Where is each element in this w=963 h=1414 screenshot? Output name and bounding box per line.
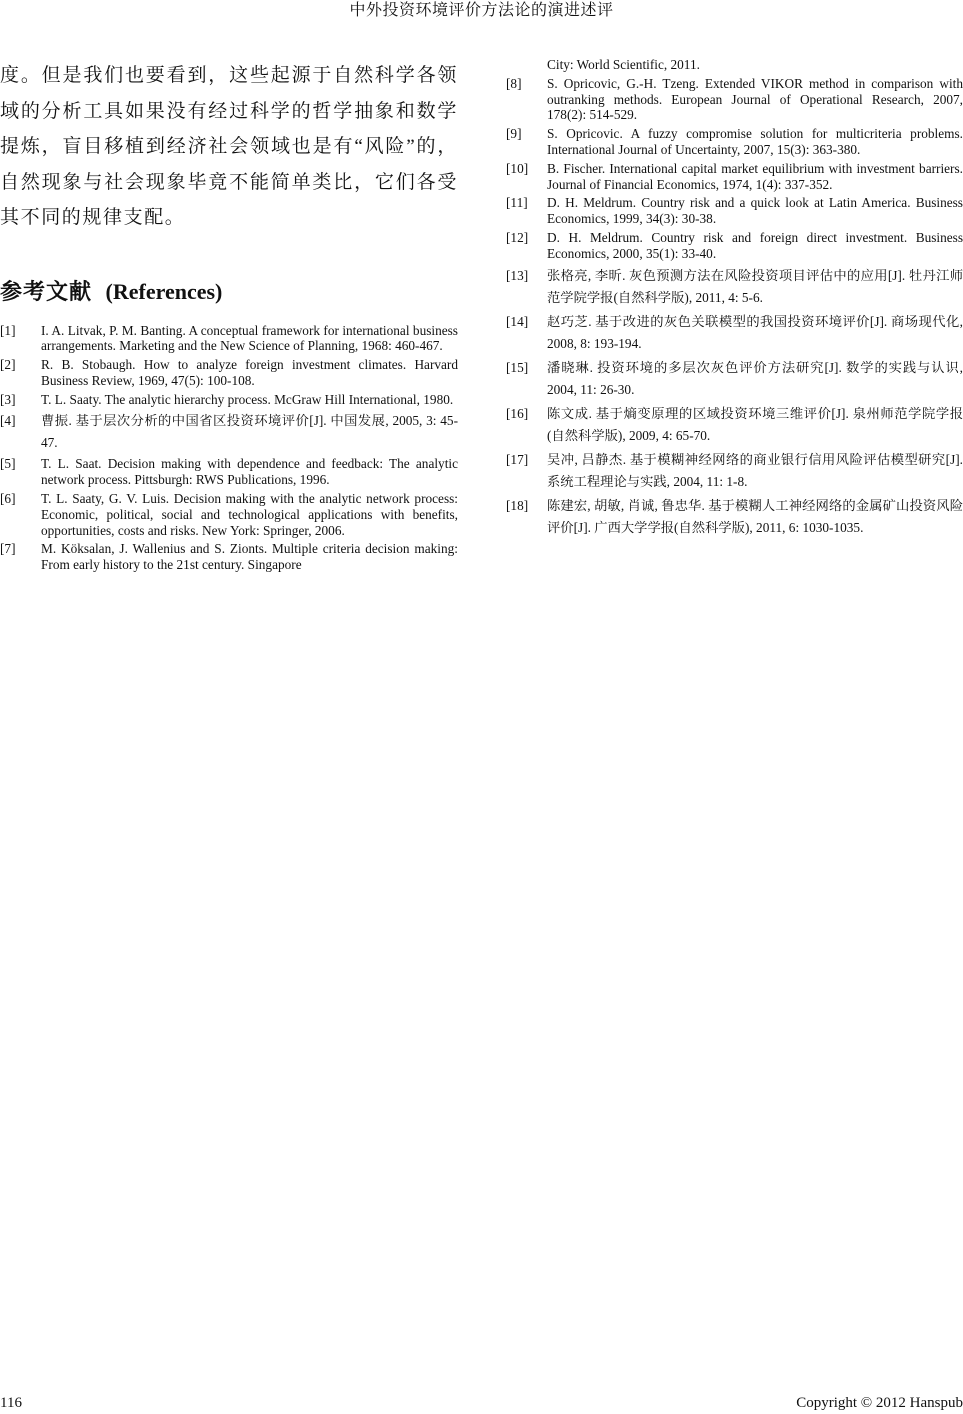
reference-item — [0, 456, 458, 488]
reference-text: T. L. Saaty, G. V. Luis. Decision making with the analytic network process: Economic, political, social and technological applications with benefits, opportunities, costs and risks. New York: Springer, 2006. — [41, 491, 458, 538]
reference-text: D. H. Meldrum. Country risk and a quick look at Latin America. Business Economics, 1999, 34(3): 30-38. — [547, 195, 963, 227]
reference-list-left — [0, 323, 458, 574]
reference-text: D. H. Meldrum. Country risk and foreign direct investment. Business Economics, 2000, 35(1): 33-40. — [547, 229, 963, 261]
left-column — [0, 58, 458, 576]
reference-list-right — [506, 57, 963, 539]
reference-text: 潘晓琳. 投资环境的多层次灰色评价方法研究[J]. 数学的实践与认识, 2004, 11: 26-30. — [547, 359, 963, 397]
reference-text: City: World Scientific, 2011. — [547, 57, 700, 72]
reference-item — [0, 491, 458, 538]
reference-text: S. Opricovic, G.-H. Tzeng. Extended VIKOR method in comparison with outranking methods. European Journal of Operational Research, 2007, 178(2): 514-529. — [547, 75, 963, 123]
reference-number: [8] — [506, 75, 522, 91]
references-heading — [0, 277, 458, 307]
reference-number: [11] — [506, 195, 528, 211]
right-column — [506, 57, 963, 541]
references-heading-zh: 参考文献 — [0, 278, 93, 304]
reference-number: [7] — [0, 541, 16, 557]
reference-number: [17] — [506, 451, 529, 467]
reference-text: S. Opricovic. A fuzzy compromise solution for multicriteria problems. International Journal of Uncertainty, 2007, 15(3): 363-380. — [547, 126, 963, 157]
reference-item — [0, 357, 458, 389]
reference-text: 陈文成. 基于熵变原理的区域投资环境三维评价[J]. 泉州师范学院学报(自然科学版), 2009, 4: 65-70. — [547, 405, 963, 443]
reference-item — [506, 495, 963, 539]
reference-item — [0, 410, 458, 454]
reference-number: [9] — [506, 126, 522, 142]
reference-text: 吴冲, 吕静杰. 基于模糊神经网络的商业银行信用风险评估模型研究[J]. 系统工程理论与实践, 2004, 11: 1-8. — [547, 451, 963, 489]
reference-number: [5] — [0, 456, 16, 472]
reference-number: [6] — [0, 491, 16, 507]
reference-item — [506, 403, 963, 447]
reference-text: T. L. Saaty. The analytic hierarchy process. McGraw Hill International, 1980. — [41, 391, 454, 407]
reference-text: I. A. Litvak, P. M. Banting. A conceptual framework for international business arrangements. Marketing and the New Science of Planning, 1968: 460-467. — [41, 322, 458, 354]
reference-text: M. Köksalan, J. Wallenius and S. Zionts. Multiple criteria decision making: From early history to the 21st century. Singapore — [41, 541, 458, 573]
reference-number: [3] — [0, 391, 16, 407]
reference-text: 陈建宏, 胡敏, 肖诚, 鲁忠华. 基于模糊人工神经网络的金属矿山投资风险评价[J]. 广西大学学报(自然科学版), 2011, 6: 1030-1035. — [547, 497, 963, 535]
reference-item — [506, 265, 963, 309]
reference-number: [14] — [506, 313, 529, 329]
running-header: 中外投资环境评价方法论的演进述评 — [349, 2, 614, 19]
reference-item — [506, 230, 963, 262]
reference-item — [506, 195, 963, 227]
reference-number: [10] — [506, 160, 529, 176]
reference-text: R. B. Stobaugh. How to analyze foreign investment climates. Harvard Business Review, 1969, 47(5): 100-108. — [41, 357, 458, 388]
reference-number: [2] — [0, 357, 16, 373]
reference-item — [506, 449, 963, 493]
references-heading-en: (References) — [105, 278, 223, 304]
reference-item — [506, 357, 963, 401]
reference-item — [506, 126, 963, 158]
reference-text: 赵巧芝. 基于改进的灰色关联模型的我国投资环境评价[J]. 商场现代化, 2008, 8: 193-194. — [547, 313, 963, 351]
reference-number: [4] — [0, 413, 16, 429]
reference-text: 张格亮, 李昕. 灰色预测方法在风险投资项目评估中的应用[J]. 牡丹江师范学院学报(自然科学版), 2011, 4: 5-6. — [547, 267, 963, 305]
reference-number: [1] — [0, 322, 16, 338]
reference-number: [16] — [506, 405, 529, 421]
reference-item — [0, 392, 458, 408]
reference-number: [18] — [506, 497, 529, 513]
reference-item — [0, 323, 458, 355]
reference-item — [506, 76, 963, 123]
reference-text: B. Fischer. International capital market equilibrium with investment barriers. Journal of Financial Economics, 1974, 1(4): 337-352. — [547, 160, 963, 192]
copyright-notice: Copyright © 2012 Hanspub — [796, 1395, 963, 1411]
reference-item — [0, 541, 458, 573]
body-paragraph: 度。但是我们也要看到，这些起源于自然科学各领域的分析工具如果没有经过科学的哲学抽象和数学提炼，盲目移植到经济社会领域也是有“风险”的，自然现象与社会现象毕竟不能简单类比，它们各受其不同的规律支配。 — [0, 65, 458, 228]
reference-item — [506, 311, 963, 355]
reference-number: [13] — [506, 267, 529, 283]
reference-item — [506, 161, 963, 193]
reference-number: [15] — [506, 359, 529, 375]
reference-continuation — [506, 57, 963, 73]
reference-text: T. L. Saat. Decision making with dependence and feedback: The analytic network process. Pittsburgh: RWS Publications, 1996. — [41, 456, 458, 488]
reference-number: [12] — [506, 229, 529, 245]
reference-text: 曹振. 基于层次分析的中国省区投资环境评价[J]. 中国发展, 2005, 3: 45-47. — [41, 413, 458, 451]
page-number: 116 — [0, 1395, 22, 1411]
